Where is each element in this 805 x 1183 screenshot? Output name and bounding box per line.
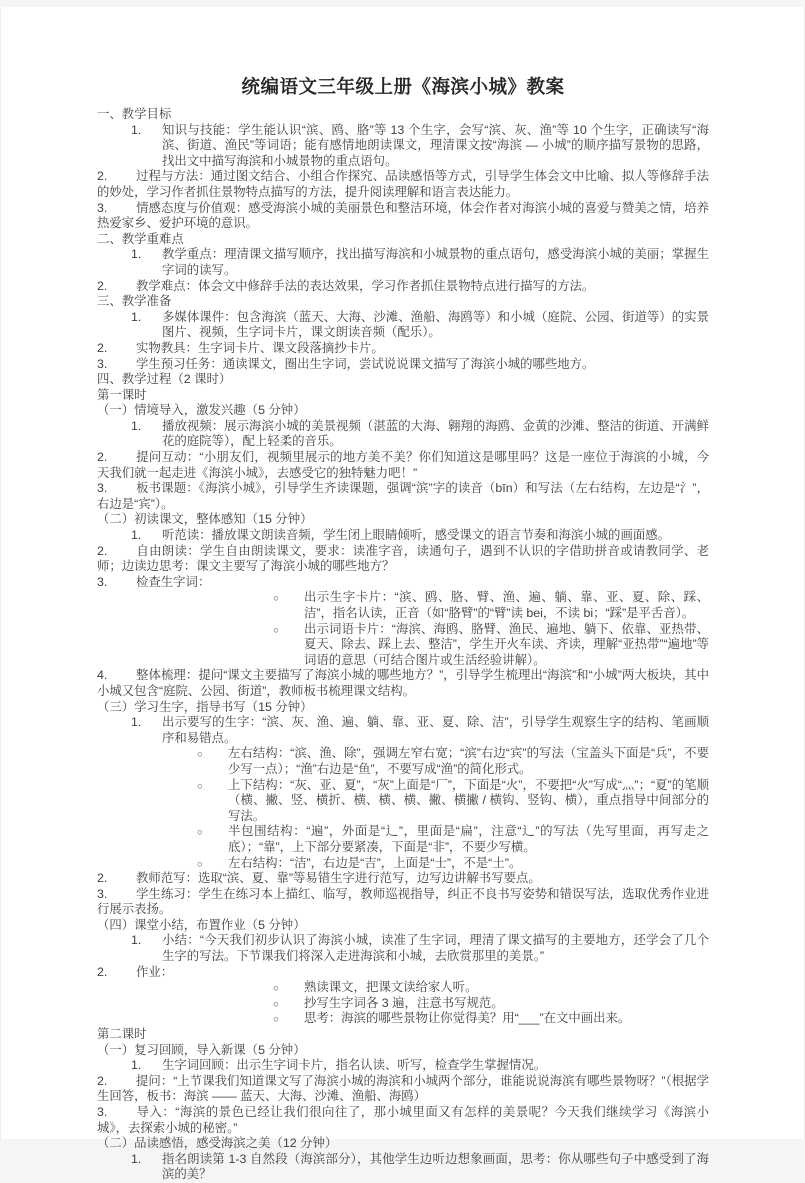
bullet-item [97, 856, 709, 872]
paragraph-text: （一）复习回顾，导入新课（5 分钟） [97, 1042, 306, 1057]
numbered-item [97, 123, 709, 170]
numbered-item [97, 887, 709, 918]
paragraph-text: 听范读：播放课文朗读音频，学生闭上眼睛倾听，感受课文的语言节奏和海滨小城的画面感。 [162, 528, 671, 543]
bullet-item [97, 996, 709, 1012]
document-page [0, 7, 805, 1182]
numbered-item [97, 1105, 709, 1136]
list-number: 3. [97, 481, 108, 496]
bullet-marker: ○ [273, 1014, 279, 1026]
numbered-item [97, 715, 709, 746]
heading-line [97, 294, 709, 310]
paragraph-text: 抄写生字词各 3 遍，注意书写规范。 [304, 995, 504, 1010]
numbered-item [97, 481, 709, 512]
paragraph-text: 出示生字卡片：“滨、鸥、胳、臂、渔、遍、躺、靠、亚、夏、除、踩、洁”，指名认读，正音（如“胳臂”的“臂”读 bei，不读 bi；“踩”是平舌音）。 [304, 590, 709, 620]
paragraph-text: 教学难点：体会文中修辞手法的表达效果，学习作者抓住景物特点进行描写的方法。 [136, 278, 595, 293]
paragraph-text: 导入：“海滨的景色已经让我们很向往了，那小城里面又有怎样的美景呢？今天我们继续学习《海滨小城》，去探索小城的秘密。” [97, 1105, 709, 1135]
numbered-item [97, 965, 709, 981]
numbered-item [97, 668, 709, 699]
paragraph-text: 第二课时 [97, 1027, 147, 1042]
paragraph-text: 第一课时 [97, 387, 147, 402]
paragraph-text: 整体梳理：提问“课文主要描写了海滨小城的哪些地方？”，引导学生梳理出“海滨”和“小城”两大板块，其中小城又包含“庭院、公园、街道”，教师板书梳理课文结构。 [97, 668, 709, 698]
paragraph-text: 实物教具：生字词卡片、课文段落摘抄卡片。 [136, 340, 384, 355]
heading-line [97, 700, 709, 716]
paragraph-text: 半包围结构：“遍”，外面是“辶”，里面是“扁”，注意“辶”的写法（先写里面，再写走之底）；“靠”，上下部分要紧凑，下面是“非”，不要少写横。 [228, 824, 709, 854]
paragraph-text: 提问：“上节课我们知道课文写了海滨小城的海滨和小城两个部分，谁能说说海滨有哪些景物呀？”（根据学生回答，板书：海滨 —— 蓝天、大海、沙滩、渔船、海鸥） [97, 1073, 709, 1104]
heading-line [97, 918, 709, 934]
paragraph-text: 熟读课文，把课文读给家人听。 [304, 980, 478, 995]
list-number: 2. [97, 964, 108, 979]
paragraph-text: 教学重点：理清课文描写顺序，找出描写海滨和小城景物的重点语句，感受海滨小城的美丽；掌握生字词的读写。 [162, 247, 709, 277]
list-number: 2. [97, 1073, 108, 1088]
paragraph-text: 思考：海滨的哪些景物让你觉得美？用“___”在文中画出来。 [304, 1011, 631, 1026]
numbered-item [97, 544, 709, 575]
list-number: 1. [131, 1151, 142, 1166]
paragraph-text: 情感态度与价值观：感受海滨小城的美丽景色和整洁环境，体会作者对海滨小城的喜爱与赞美之情，培养热爱家乡、爱护环境的意识。 [97, 200, 709, 231]
paragraph-text: 上下结构：“灰、亚、夏”，“灰”上面是“厂”，下面是“火”，不要把“火”写成“灬”；“夏”的笔顺（横、撇、竖、横折、横、横、横、撇、横撇 / 横钩、竖钩、横），重点指导中间部分的写法。 [228, 777, 709, 823]
heading-line [97, 107, 709, 123]
bullet-item [97, 980, 709, 996]
list-number: 1. [131, 1058, 142, 1073]
paragraph-text: 指名朗读第 1-3 自然段（海滨部分），其他学生边听边想象画面，思考：你从哪些句子中感受到了海滨的美？ [162, 1151, 709, 1182]
heading-line [97, 1027, 709, 1043]
paragraph-text: 小结：“今天我们初步认识了海滨小城，读准了生字词，理清了课文描写的主要地方，还学会了几个生字的写法。下节课我们将深入走进海滨和小城，去欣赏那里的美景。” [162, 933, 709, 964]
paragraph-text: 提问互动：“小朋友们，视频里展示的地方美不美？你们知道这是哪里吗？这是一座位于海滨的小城，今天我们就一起走进《海滨小城》，去感受它的独特魅力吧！” [97, 450, 709, 480]
paragraph-text: 一、教学目标 [97, 107, 172, 121]
paragraph-text: 四、教学过程（2 课时） [97, 372, 232, 387]
list-number: 1. [131, 715, 142, 730]
heading-line [97, 1043, 709, 1059]
list-number: 1. [131, 122, 142, 137]
list-number: 1. [131, 418, 142, 433]
numbered-item [97, 528, 709, 544]
numbered-item [97, 419, 709, 450]
numbered-item [97, 1074, 709, 1105]
bullet-marker: ○ [273, 998, 279, 1010]
list-number: 1. [131, 933, 142, 948]
paragraph-text: 二、教学重难点 [97, 231, 184, 246]
paragraph-text: 左右结构：“滨、渔、除”，强调左窄右宽；“滨”右边“宾”的写法（宝盖头下面是“兵”，不要少写一点）；“渔”右边是“鱼”，不要写成“渔”的简化形式。 [228, 746, 709, 776]
numbered-item [97, 310, 709, 341]
paragraph-text: 生字词回顾：出示生字词卡片，指名认读、听写，检查学生掌握情况。 [162, 1058, 547, 1073]
paragraph-text: （二）品读感悟，感受海滨之美（12 分钟） [97, 1136, 338, 1151]
heading-line [97, 388, 709, 404]
list-number: 3. [97, 356, 108, 371]
bullet-item [97, 778, 709, 825]
numbered-item [97, 357, 709, 373]
paragraph-text: 出示要写的生字：“滨、灰、渔、遍、躺、靠、亚、夏、除、洁”，引导学生观察生字的结构、笔画顺序和易错点。 [162, 715, 709, 745]
list-number: 2. [97, 543, 108, 558]
bullet-item [97, 622, 709, 669]
list-number: 2. [97, 871, 108, 886]
list-number: 3. [97, 574, 108, 589]
numbered-item [97, 1152, 709, 1183]
paragraph-text: 学生预习任务：通读课文，圈出生字词，尝试说说课文描写了海滨小城的哪些地方。 [136, 356, 595, 371]
paragraph-text: （一）情境导入，激发兴趣（5 分钟） [97, 403, 306, 418]
paragraph-text: （四）课堂小结，布置作业（5 分钟） [97, 917, 306, 932]
paragraph-text: 自由朗读：学生自由朗读课文，要求：读准字音，读通句子，遇到不认识的字借助拼音或请教同学、老师；边读边思考：课文主要写了海滨小城的哪些地方？ [97, 543, 709, 574]
document-body [97, 107, 709, 1183]
numbered-item [97, 247, 709, 278]
bullet-marker: ○ [273, 983, 279, 995]
bullet-marker: ○ [197, 858, 203, 870]
list-number: 2. [97, 450, 108, 465]
bullet-marker: ○ [197, 827, 203, 839]
numbered-item [97, 450, 709, 481]
numbered-item [97, 341, 709, 357]
paragraph-text: 知识与技能：学生能认识“滨、鸥、胳”等 13 个生字，会写“滨、灰、渔”等 10 个生字，正确读写“海滨、街道、渔民”等词语；能有感情地朗读课文，理清课文按“海滨 — 小城”的顺序描写景物的思路，找出文中描写海滨和小城景物的重点语句。 [162, 122, 709, 168]
heading-line [97, 403, 709, 419]
bullet-item [97, 824, 709, 855]
bullet-marker: ○ [273, 624, 279, 636]
paragraph-text: 教师范写：选取“滨、夏、靠”等易错生字进行范写，边写边讲解书写要点。 [136, 871, 541, 886]
paragraph-text: 过程与方法：通过图文结合、小组合作探究、品读感悟等方式，引导学生体会文中比喻、拟人等修辞手法的妙处，学习作者抓住景物特点描写的方法，提升阅读理解和语言表达能力。 [97, 169, 709, 199]
bullet-item [97, 1011, 709, 1027]
heading-line [97, 372, 709, 388]
numbered-item [97, 169, 709, 200]
heading-line [97, 232, 709, 248]
bullet-marker: ○ [197, 749, 203, 761]
numbered-item [97, 575, 709, 591]
list-number: 4. [97, 668, 108, 683]
paragraph-text: 学生练习：学生在练习本上描红、临写，教师巡视指导，纠正不良书写姿势和错误写法，选取优秀作业进行展示表扬。 [97, 886, 709, 917]
paragraph-text: （二）初读课文，整体感知（15 分钟） [97, 512, 313, 527]
list-number: 2. [97, 278, 108, 293]
bullet-item [97, 746, 709, 777]
list-number: 2. [97, 169, 108, 184]
paragraph-text: 出示词语卡片：“海滨、海鸥、胳臂、渔民、遍地、躺下、依靠、亚热带、夏天、除去、踩上去、整洁”，学生开火车读、齐读，理解“亚热带”“遍地”等词语的意思（可结合图片或生活经验讲解）。 [304, 621, 709, 667]
list-number: 1. [131, 309, 142, 324]
paragraph-text: 作业： [136, 964, 174, 979]
heading-line [97, 1136, 709, 1152]
list-number: 2. [97, 340, 108, 355]
paragraph-text: 板书课题：《海滨小城》，引导学生齐读课题，强调“滨”字的读音（bīn）和写法（左右结构，左边是“氵”，右边是“宾”）。 [97, 481, 709, 511]
paragraph-text: （三）学习生字，指导书写（15 分钟） [97, 699, 313, 714]
paragraph-text: 左右结构：“洁”，右边是“吉”，上面是“士”，不是“土”。 [228, 855, 522, 870]
numbered-item [97, 279, 709, 295]
numbered-item [97, 871, 709, 887]
bullet-marker: ○ [197, 780, 203, 792]
list-number: 1. [131, 528, 142, 543]
paragraph-text: 三、教学准备 [97, 294, 172, 309]
heading-line [97, 512, 709, 528]
bullet-marker: ○ [273, 593, 279, 605]
list-number: 3. [97, 200, 108, 215]
list-number: 3. [97, 1105, 108, 1119]
numbered-item [97, 1058, 709, 1074]
numbered-item [97, 933, 709, 964]
document-title: 统编语文三年级上册《海滨小城》教案 [241, 76, 565, 97]
paragraph-text: 检查生字词： [136, 574, 211, 589]
numbered-item [97, 201, 709, 232]
list-number: 1. [131, 247, 142, 262]
paragraph-text: 播放视频：展示海滨小城的美景视频（湛蓝的大海、翱翔的海鸥、金黄的沙滩、整洁的街道、开满鲜花的庭院等），配上轻柔的音乐。 [162, 418, 709, 449]
bullet-item [97, 590, 709, 621]
paragraph-text: 多媒体课件：包含海滨（蓝天、大海、沙滩、渔船、海鸥等）和小城（庭院、公园、街道等）的实景图片、视频，生字词卡片，课文朗读音频（配乐）。 [162, 309, 709, 340]
list-number: 3. [97, 886, 108, 901]
